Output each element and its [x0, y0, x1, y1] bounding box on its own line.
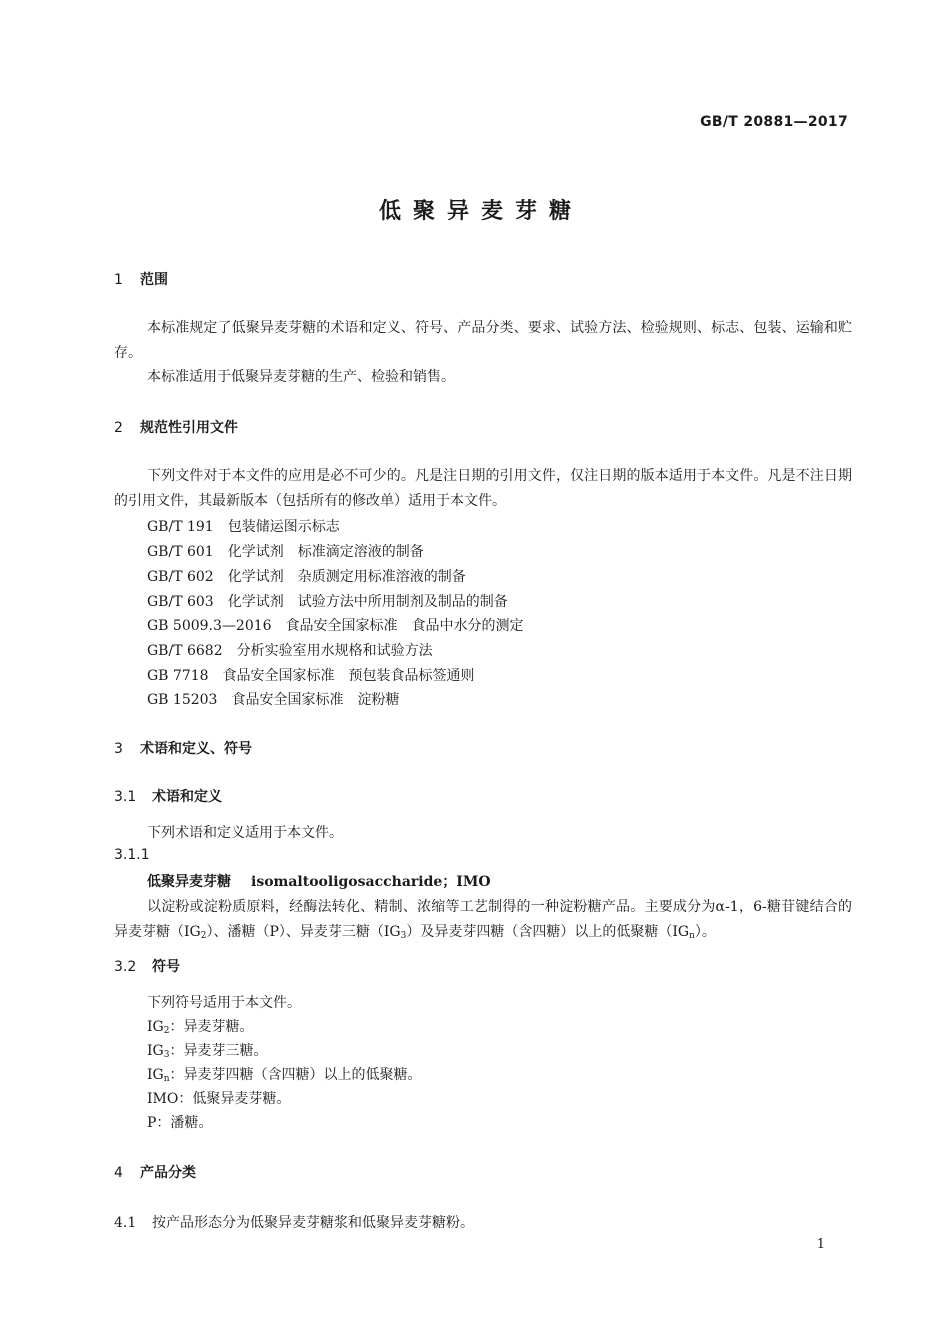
standard-code: GB/T 20881—2017 — [700, 114, 848, 130]
symbol-item: IMO：低聚异麦芽糖。 — [147, 1091, 291, 1107]
section-1-para-2: 本标准适用于低聚异麦芽糖的生产、检验和销售。 — [147, 369, 455, 385]
reference-item: GB/T 6682 分析实验室用水规格和试验方法 — [147, 643, 433, 659]
section-3-1-heading: 3.1 术语和定义 — [114, 789, 222, 805]
page-number: 1 — [816, 1237, 825, 1252]
section-3-1-1-number: 3.1.1 — [114, 847, 150, 863]
section-4-1: 4.1 按产品形态分为低聚异麦芽糖浆和低聚异麦芽糖粉。 — [114, 1215, 474, 1231]
symbol-item: $IG_3$：异麦芽三糖。 — [147, 1043, 268, 1060]
section-3-1-para: 下列术语和定义适用于本文件。 — [147, 825, 343, 841]
reference-item: GB/T 191 包装储运图示标志 — [147, 519, 340, 535]
symbol-item: P：潘糖。 — [147, 1115, 213, 1131]
section-1-para-1: 本标准规定了低聚异麦芽糖的术语和定义、符号、产品分类、要求、试验方法、检验规则、标志、包装、运输和贮存。 — [114, 320, 852, 361]
section-4-heading: 4 产品分类 — [114, 1165, 196, 1181]
section-2-para-1: 下列文件对于本文件的应用是必不可少的。凡是注日期的引用文件，仅注日期的版本适用于本文件。凡是不注日期的引用文件，其最新版本（包括所有的修改单）适用于本文件。 — [114, 468, 852, 509]
reference-item: GB 15203 食品安全国家标准 淀粉糖 — [147, 692, 400, 708]
reference-item: GB/T 603 化学试剂 试验方法中所用制剂及制品的制备 — [147, 594, 508, 610]
term-definition: 以淀粉或淀粉质原料，经酶法转化、精制、浓缩等工艺制得的一种淀粉糖产品。主要成分为α-1，6-糖苷键结合的异麦芽糖$(IG_2)$、潘糖（P）、异麦芽三糖$(IG_3)$及异麦芽四糖（含四糖）以上的低聚糖$(IG_n)$。 — [114, 899, 852, 941]
document-title: 低聚异麦芽糖 — [378, 199, 583, 224]
section-3-heading: 3 术语和定义、符号 — [114, 741, 252, 757]
symbol-item: $IG_n$：异麦芽四糖（含四糖）以上的低聚糖。 — [147, 1067, 422, 1084]
reference-item: GB 7718 食品安全国家标准 预包装食品标签通则 — [147, 668, 475, 684]
reference-item: GB/T 601 化学试剂 标准滴定溶液的制备 — [147, 544, 424, 560]
symbol-item: $IG_2$：异麦芽糖。 — [147, 1019, 254, 1036]
reference-item: GB 5009.3—2016 食品安全国家标准 食品中水分的测定 — [147, 618, 524, 634]
section-2-heading: 2 规范性引用文件 — [114, 420, 238, 436]
section-3-2-para: 下列符号适用于本文件。 — [147, 995, 301, 1011]
reference-item: GB/T 602 化学试剂 杂质测定用标准溶液的制备 — [147, 569, 466, 585]
term-entry: 低聚异麦芽糖 isomaltooligosaccharide；IMO — [147, 874, 491, 890]
section-3-2-heading: 3.2 符号 — [114, 959, 180, 975]
section-1-heading: 1 范围 — [114, 272, 168, 288]
